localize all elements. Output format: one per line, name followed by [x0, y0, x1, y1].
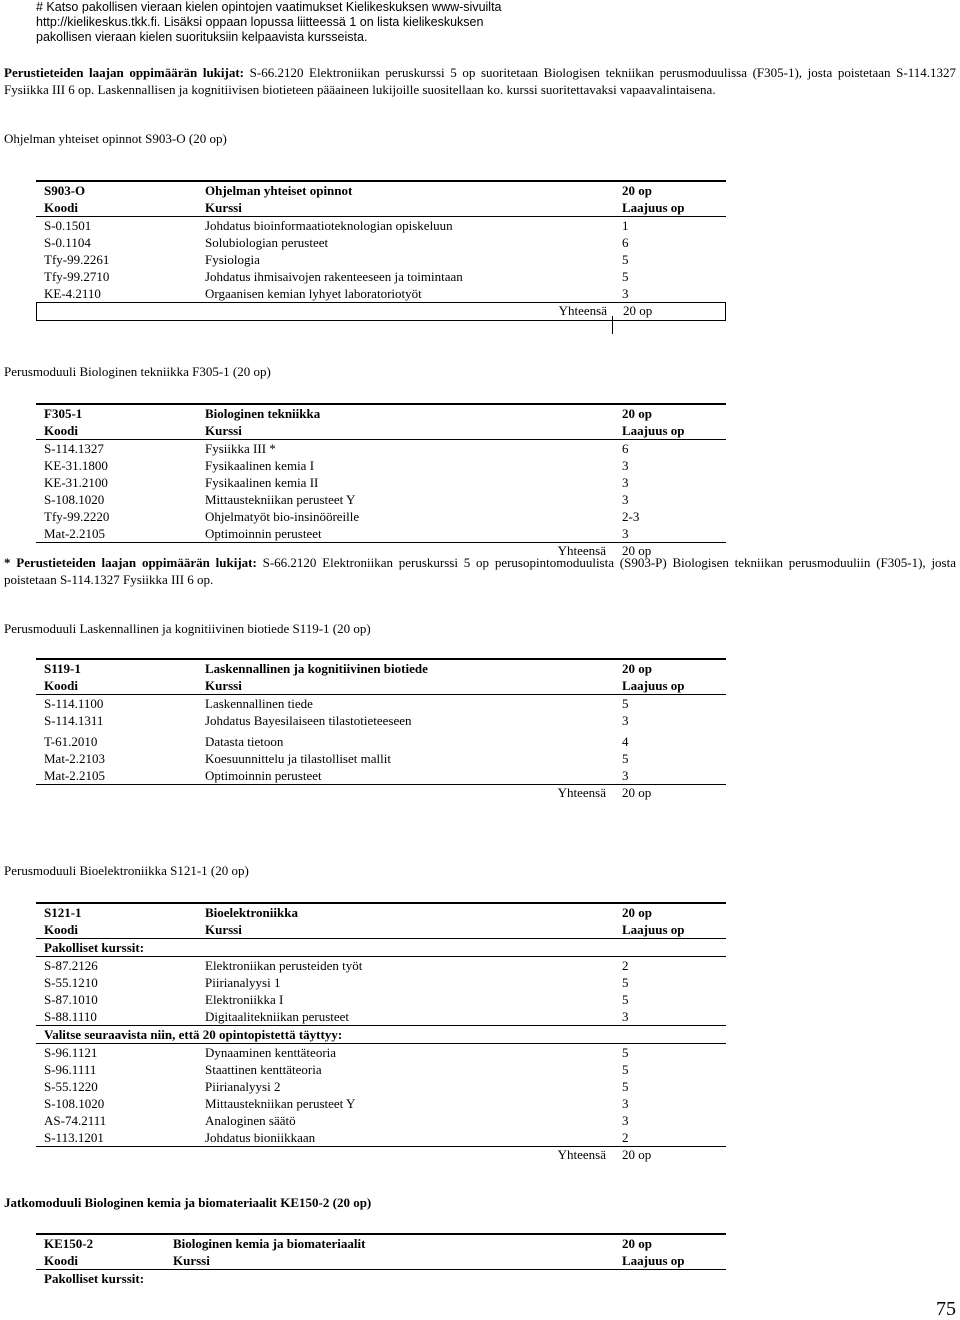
module-credits: 20 op [622, 183, 652, 198]
total-label: Yhteensä [557, 543, 606, 558]
course-credits: 3 [622, 475, 629, 490]
column-header-row [36, 422, 726, 440]
course-credits: 6 [622, 235, 629, 250]
table-row [36, 268, 726, 285]
course-credits: 4 [622, 734, 629, 749]
group-label: Pakolliset kurssit: [44, 940, 145, 955]
course-name: Piirianalyysi 1 [205, 975, 281, 990]
course-credits: 5 [622, 269, 629, 284]
course-code: S-96.1121 [44, 1045, 98, 1060]
footnote-bold-lead: * Perustieteiden laajan oppimäärän lukijat: [4, 555, 257, 570]
course-code: S-108.1020 [44, 492, 105, 507]
course-code: S-108.1020 [44, 1096, 105, 1111]
group-label: Pakolliset kurssit: [44, 1271, 145, 1286]
course-credits: 5 [622, 751, 629, 766]
module-name: Biologinen kemia ja biomateriaalit [173, 1236, 366, 1251]
table-row [36, 457, 726, 474]
col-code: Koodi [44, 423, 78, 438]
course-code: Mat-2.2105 [44, 526, 106, 541]
course-credits: 3 [622, 1096, 629, 1111]
table-f305-1 [36, 403, 726, 560]
course-name: Elektroniikan perusteiden työt [205, 958, 363, 973]
table-row [36, 217, 726, 234]
course-code: S-0.1104 [44, 235, 91, 250]
course-code: S-0.1501 [44, 218, 92, 233]
f305-heading: Perusmoduuli Biologinen tekniikka F305-1 (20 op) [4, 364, 271, 379]
intro-bold-lead: Perustieteiden laajan oppimäärän lukijat: [4, 65, 245, 80]
table-row [36, 733, 726, 750]
course-name: Fysiikka III * [205, 441, 276, 456]
course-credits: 3 [622, 286, 629, 301]
course-code: S-55.1210 [44, 975, 98, 990]
table-row [36, 234, 726, 251]
course-name: Johdatus ihmisaivojen rakenteeseen ja toimintaan [205, 269, 463, 284]
table-s121-1 [36, 902, 726, 1164]
course-credits: 3 [622, 1113, 629, 1128]
col-course: Kurssi [205, 200, 242, 215]
col-credits: Laajuus op [622, 423, 685, 438]
course-code: S-114.1311 [44, 713, 104, 728]
total-value: 20 op [622, 1147, 652, 1162]
table-header-row [36, 180, 726, 199]
course-code: Mat-2.2105 [44, 768, 106, 783]
course-credits: 3 [622, 713, 629, 728]
course-code: Tfy-99.2220 [44, 509, 110, 524]
note-line-1: # Katso pakollisen vieraan kielen opintojen vaatimukset Kielikeskuksen www-sivuilta [36, 0, 502, 14]
mandatory-courses-label [36, 939, 726, 957]
table-header-row [36, 902, 726, 921]
total-row [36, 785, 726, 802]
table-row [36, 1061, 726, 1078]
course-name: Koesuunnittelu ja tilastolliset mallit [205, 751, 391, 766]
course-name: Solubiologian perusteet [205, 235, 329, 250]
total-label: Yhteensä [557, 785, 606, 800]
col-code: Koodi [44, 1253, 78, 1268]
note-line-3: pakollisen vieraan kielen suorituksiin kelpaavista kursseista. [36, 30, 368, 44]
module-name: Bioelektroniikka [205, 905, 298, 920]
table-ke150-2 [36, 1233, 726, 1287]
module-code: S119-1 [44, 661, 81, 676]
col-code: Koodi [44, 922, 78, 937]
col-course: Kurssi [205, 678, 242, 693]
column-header-row [36, 199, 726, 217]
s119-heading: Perusmoduuli Laskennallinen ja kognitiivinen biotiede S119-1 (20 op) [4, 621, 371, 636]
course-name: Fysikaalinen kemia I [205, 458, 315, 473]
total-value: 20 op [622, 543, 652, 558]
course-name: Piirianalyysi 2 [205, 1079, 281, 1094]
footnote-text: S-66.2120 Elektroniikan peruskurssi 5 op perusopintomoduulista (S903-P) Biologisen tekniikan perusmoduuliin (F305-1), josta poistetaan S-114.1327 Fysiikka III 6 op. [4, 555, 956, 587]
total-label: Yhteensä [558, 303, 607, 318]
table-row [36, 285, 726, 303]
module-code: KE150-2 [44, 1236, 94, 1251]
table-row [36, 440, 726, 457]
table-row [36, 1112, 726, 1129]
col-credits: Laajuus op [622, 922, 685, 937]
table-header-row [36, 658, 726, 677]
course-name: Analoginen säätö [205, 1113, 296, 1128]
ke150-heading: Jatkomoduuli Biologinen kemia ja biomateriaalit KE150-2 (20 op) [4, 1195, 372, 1210]
course-code: KE-31.1800 [44, 458, 108, 473]
total-value: 20 op [623, 303, 653, 318]
table-row [36, 1044, 726, 1061]
course-credits: 5 [622, 1079, 629, 1094]
column-divider [612, 316, 613, 334]
course-credits: 5 [622, 975, 629, 990]
table-row [36, 508, 726, 525]
module-code: S903-O [44, 183, 86, 198]
course-name: Elektroniikka I [205, 992, 284, 1007]
table-row [36, 974, 726, 991]
col-course: Kurssi [205, 423, 242, 438]
course-credits: 2 [622, 1130, 629, 1145]
course-credits: 5 [622, 696, 629, 711]
table-row [36, 1129, 726, 1147]
course-name: Laskennallinen tiede [205, 696, 313, 711]
col-credits: Laajuus op [622, 200, 685, 215]
table-row [36, 525, 726, 543]
table-row [36, 991, 726, 1008]
table-row [36, 695, 726, 712]
col-course: Kurssi [173, 1253, 210, 1268]
table-row [36, 491, 726, 508]
page-number: 75 [936, 1298, 956, 1320]
course-code: S-114.1100 [44, 696, 104, 711]
table-row [36, 712, 726, 733]
course-credits: 5 [622, 1062, 629, 1077]
col-code: Koodi [44, 200, 78, 215]
course-credits: 5 [622, 1045, 629, 1060]
note-line-2: http://kielikeskus.tkk.fi. Lisäksi oppaan lopussa liitteessä 1 on lista kielikeskuksen [36, 15, 484, 29]
col-code: Koodi [44, 678, 78, 693]
intro-text: S-66.2120 Elektroniikan peruskurssi 5 op suoritetaan Biologisen tekniikan perusmoduulissa (F305-1), josta poistetaan S-114.1327 Fysiikka III 6 op. Laskennallisen ja kognitiivisen biotieteen pääaineen lukijoille suositellaan ko. kurssi suoritettavaksi vapaavalintaisena. [4, 65, 956, 97]
course-credits: 3 [622, 768, 629, 783]
elective-courses-label [36, 1026, 726, 1044]
col-credits: Laajuus op [622, 1253, 685, 1268]
total-row [36, 1147, 726, 1164]
course-name: Fysikaalinen kemia II [205, 475, 319, 490]
course-credits: 5 [622, 252, 629, 267]
course-code: S-113.1201 [44, 1130, 104, 1145]
star-footnote [4, 554, 956, 588]
course-code: S-114.1327 [44, 441, 104, 456]
table-row [36, 251, 726, 268]
course-name: Datasta tietoon [205, 734, 284, 749]
course-code: Tfy-99.2261 [44, 252, 110, 267]
total-label: Yhteensä [557, 1147, 606, 1162]
common-studies-heading: Ohjelman yhteiset opinnot S903-O (20 op) [4, 131, 227, 146]
course-code: KE-4.2110 [44, 286, 101, 301]
module-code: F305-1 [44, 406, 83, 421]
course-code: T-61.2010 [44, 734, 98, 749]
course-name: Staattinen kenttäteoria [205, 1062, 322, 1077]
table-header-row [36, 403, 726, 422]
course-name: Orgaanisen kemian lyhyet laboratoriotyöt [205, 286, 422, 301]
course-name: Digitaalitekniikan perusteet [205, 1009, 350, 1024]
course-credits: 1 [622, 218, 629, 233]
language-requirements-note [36, 0, 556, 45]
module-credits: 20 op [622, 661, 652, 676]
module-credits: 20 op [622, 1236, 652, 1251]
course-credits: 2-3 [622, 509, 640, 524]
col-course: Kurssi [205, 922, 242, 937]
course-name: Optimoinnin perusteet [205, 768, 322, 783]
course-name: Dynaaminen kenttäteoria [205, 1045, 337, 1060]
course-credits: 2 [622, 958, 629, 973]
table-row [36, 957, 726, 974]
course-code: S-87.1010 [44, 992, 98, 1007]
intro-paragraph [4, 64, 956, 98]
course-name: Mittaustekniikan perusteet Y [205, 1096, 356, 1111]
table-row [36, 1095, 726, 1112]
course-code: Mat-2.2103 [44, 751, 106, 766]
table-s903-o [36, 180, 726, 321]
table-row [36, 474, 726, 491]
column-header-row [36, 677, 726, 695]
course-credits: 3 [622, 458, 629, 473]
s121-heading: Perusmoduuli Bioelektroniikka S121-1 (20 op) [4, 863, 249, 878]
course-credits: 3 [622, 1009, 629, 1024]
module-credits: 20 op [622, 905, 652, 920]
col-credits: Laajuus op [622, 678, 685, 693]
table-row [36, 1078, 726, 1095]
table-header-row [36, 1233, 726, 1252]
column-header-row [36, 921, 726, 939]
module-name: Ohjelman yhteiset opinnot [205, 183, 353, 198]
course-code: S-88.1110 [44, 1009, 97, 1024]
table-row [36, 1008, 726, 1026]
mandatory-courses-label [36, 1270, 726, 1287]
course-code: S-96.1111 [44, 1062, 97, 1077]
column-header-row [36, 1252, 726, 1270]
course-credits: 6 [622, 441, 629, 456]
total-row [36, 303, 726, 321]
total-value: 20 op [622, 785, 652, 800]
course-name: Mittaustekniikan perusteet Y [205, 492, 356, 507]
course-credits: 5 [622, 992, 629, 1007]
course-code: KE-31.2100 [44, 475, 108, 490]
table-row [36, 750, 726, 767]
course-name: Johdatus bioinformaatioteknologian opiskeluun [205, 218, 453, 233]
course-code: AS-74.2111 [44, 1113, 107, 1128]
course-credits: 3 [622, 492, 629, 507]
course-credits: 3 [622, 526, 629, 541]
table-row [36, 767, 726, 785]
table-s119-1 [36, 658, 726, 802]
module-credits: 20 op [622, 406, 652, 421]
course-name: Fysiologia [205, 252, 260, 267]
module-name: Laskennallinen ja kognitiivinen biotiede [205, 661, 428, 676]
course-code: S-55.1220 [44, 1079, 98, 1094]
course-name: Johdatus bioniikkaan [205, 1130, 316, 1145]
module-name: Biologinen tekniikka [205, 406, 321, 421]
course-name: Ohjelmatyöt bio-insinööreille [205, 509, 360, 524]
course-name: Johdatus Bayesilaiseen tilastotieteeseen [205, 713, 412, 728]
module-code: S121-1 [44, 905, 82, 920]
course-code: Tfy-99.2710 [44, 269, 110, 284]
course-code: S-87.2126 [44, 958, 98, 973]
group-label: Valitse seuraavista niin, että 20 opintopistettä täyttyy: [44, 1027, 343, 1042]
course-name: Optimoinnin perusteet [205, 526, 322, 541]
